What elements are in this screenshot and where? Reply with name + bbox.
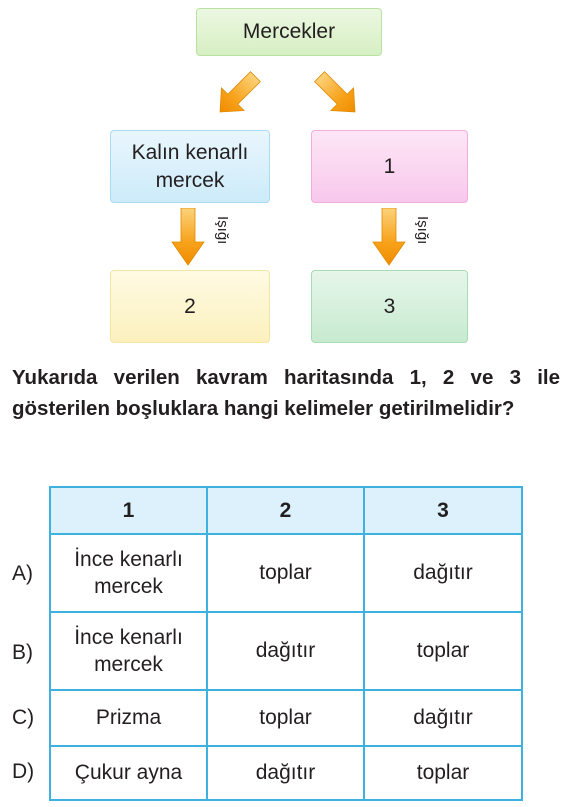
concept-box-3 [311, 270, 468, 343]
table-cell: Çukur ayna [50, 746, 207, 800]
concept-box-1 [311, 130, 468, 203]
table-header-cell: 3 [364, 487, 522, 534]
table-row[interactable] [50, 534, 522, 612]
table-cell: İnce kenarlı mercek [50, 534, 207, 612]
concept-box-label: Mercekler [242, 20, 336, 44]
option-letter-a[interactable]: A) [12, 562, 33, 585]
table-cell: toplar [364, 612, 522, 690]
question-text: Yukarıda verilen kavram haritasında 1, 2 ve 3 ile gösterilen boşluklara hangi kelimeler getirilmelidir? [12, 366, 560, 420]
table-header-row [50, 487, 522, 534]
concept-box-mercekler [196, 8, 382, 56]
arrow-label-left: Işığı [214, 216, 231, 245]
table-header-cell: 1 [50, 487, 207, 534]
table-row[interactable] [50, 690, 522, 746]
concept-box-2 [110, 270, 270, 343]
option-letter-b[interactable]: B) [12, 641, 33, 664]
arrow-down-right-icon [306, 68, 370, 122]
arrow-label-right: Işığı [414, 216, 431, 245]
concept-box-label: 3 [383, 294, 396, 318]
arrow-down-icon [372, 208, 406, 266]
arrow-down-left-icon [205, 68, 269, 122]
table-cell: toplar [207, 690, 364, 746]
option-letter-d[interactable]: D) [12, 760, 35, 783]
table-header-cell: 2 [207, 487, 364, 534]
concept-box-kalin-kenarli [110, 130, 270, 203]
concept-box-label: Kalın kenarlı mercek [131, 141, 249, 192]
table-cell: dağıtır [364, 534, 522, 612]
option-letter-c[interactable]: C) [12, 706, 35, 729]
table-cell: Prizma [50, 690, 207, 746]
table-cell: dağıtır [364, 690, 522, 746]
table-cell: İnce kenarlı mercek [50, 612, 207, 690]
table-cell: dağıtır [207, 612, 364, 690]
table-cell: dağıtır [207, 746, 364, 800]
table-row[interactable] [50, 746, 522, 800]
arrow-down-icon [171, 208, 205, 266]
concept-box-label: 1 [383, 154, 396, 178]
table-row[interactable] [50, 612, 522, 690]
table-cell: toplar [207, 534, 364, 612]
answer-table [49, 486, 523, 801]
table-cell: toplar [364, 746, 522, 800]
concept-box-label: 2 [184, 294, 196, 318]
